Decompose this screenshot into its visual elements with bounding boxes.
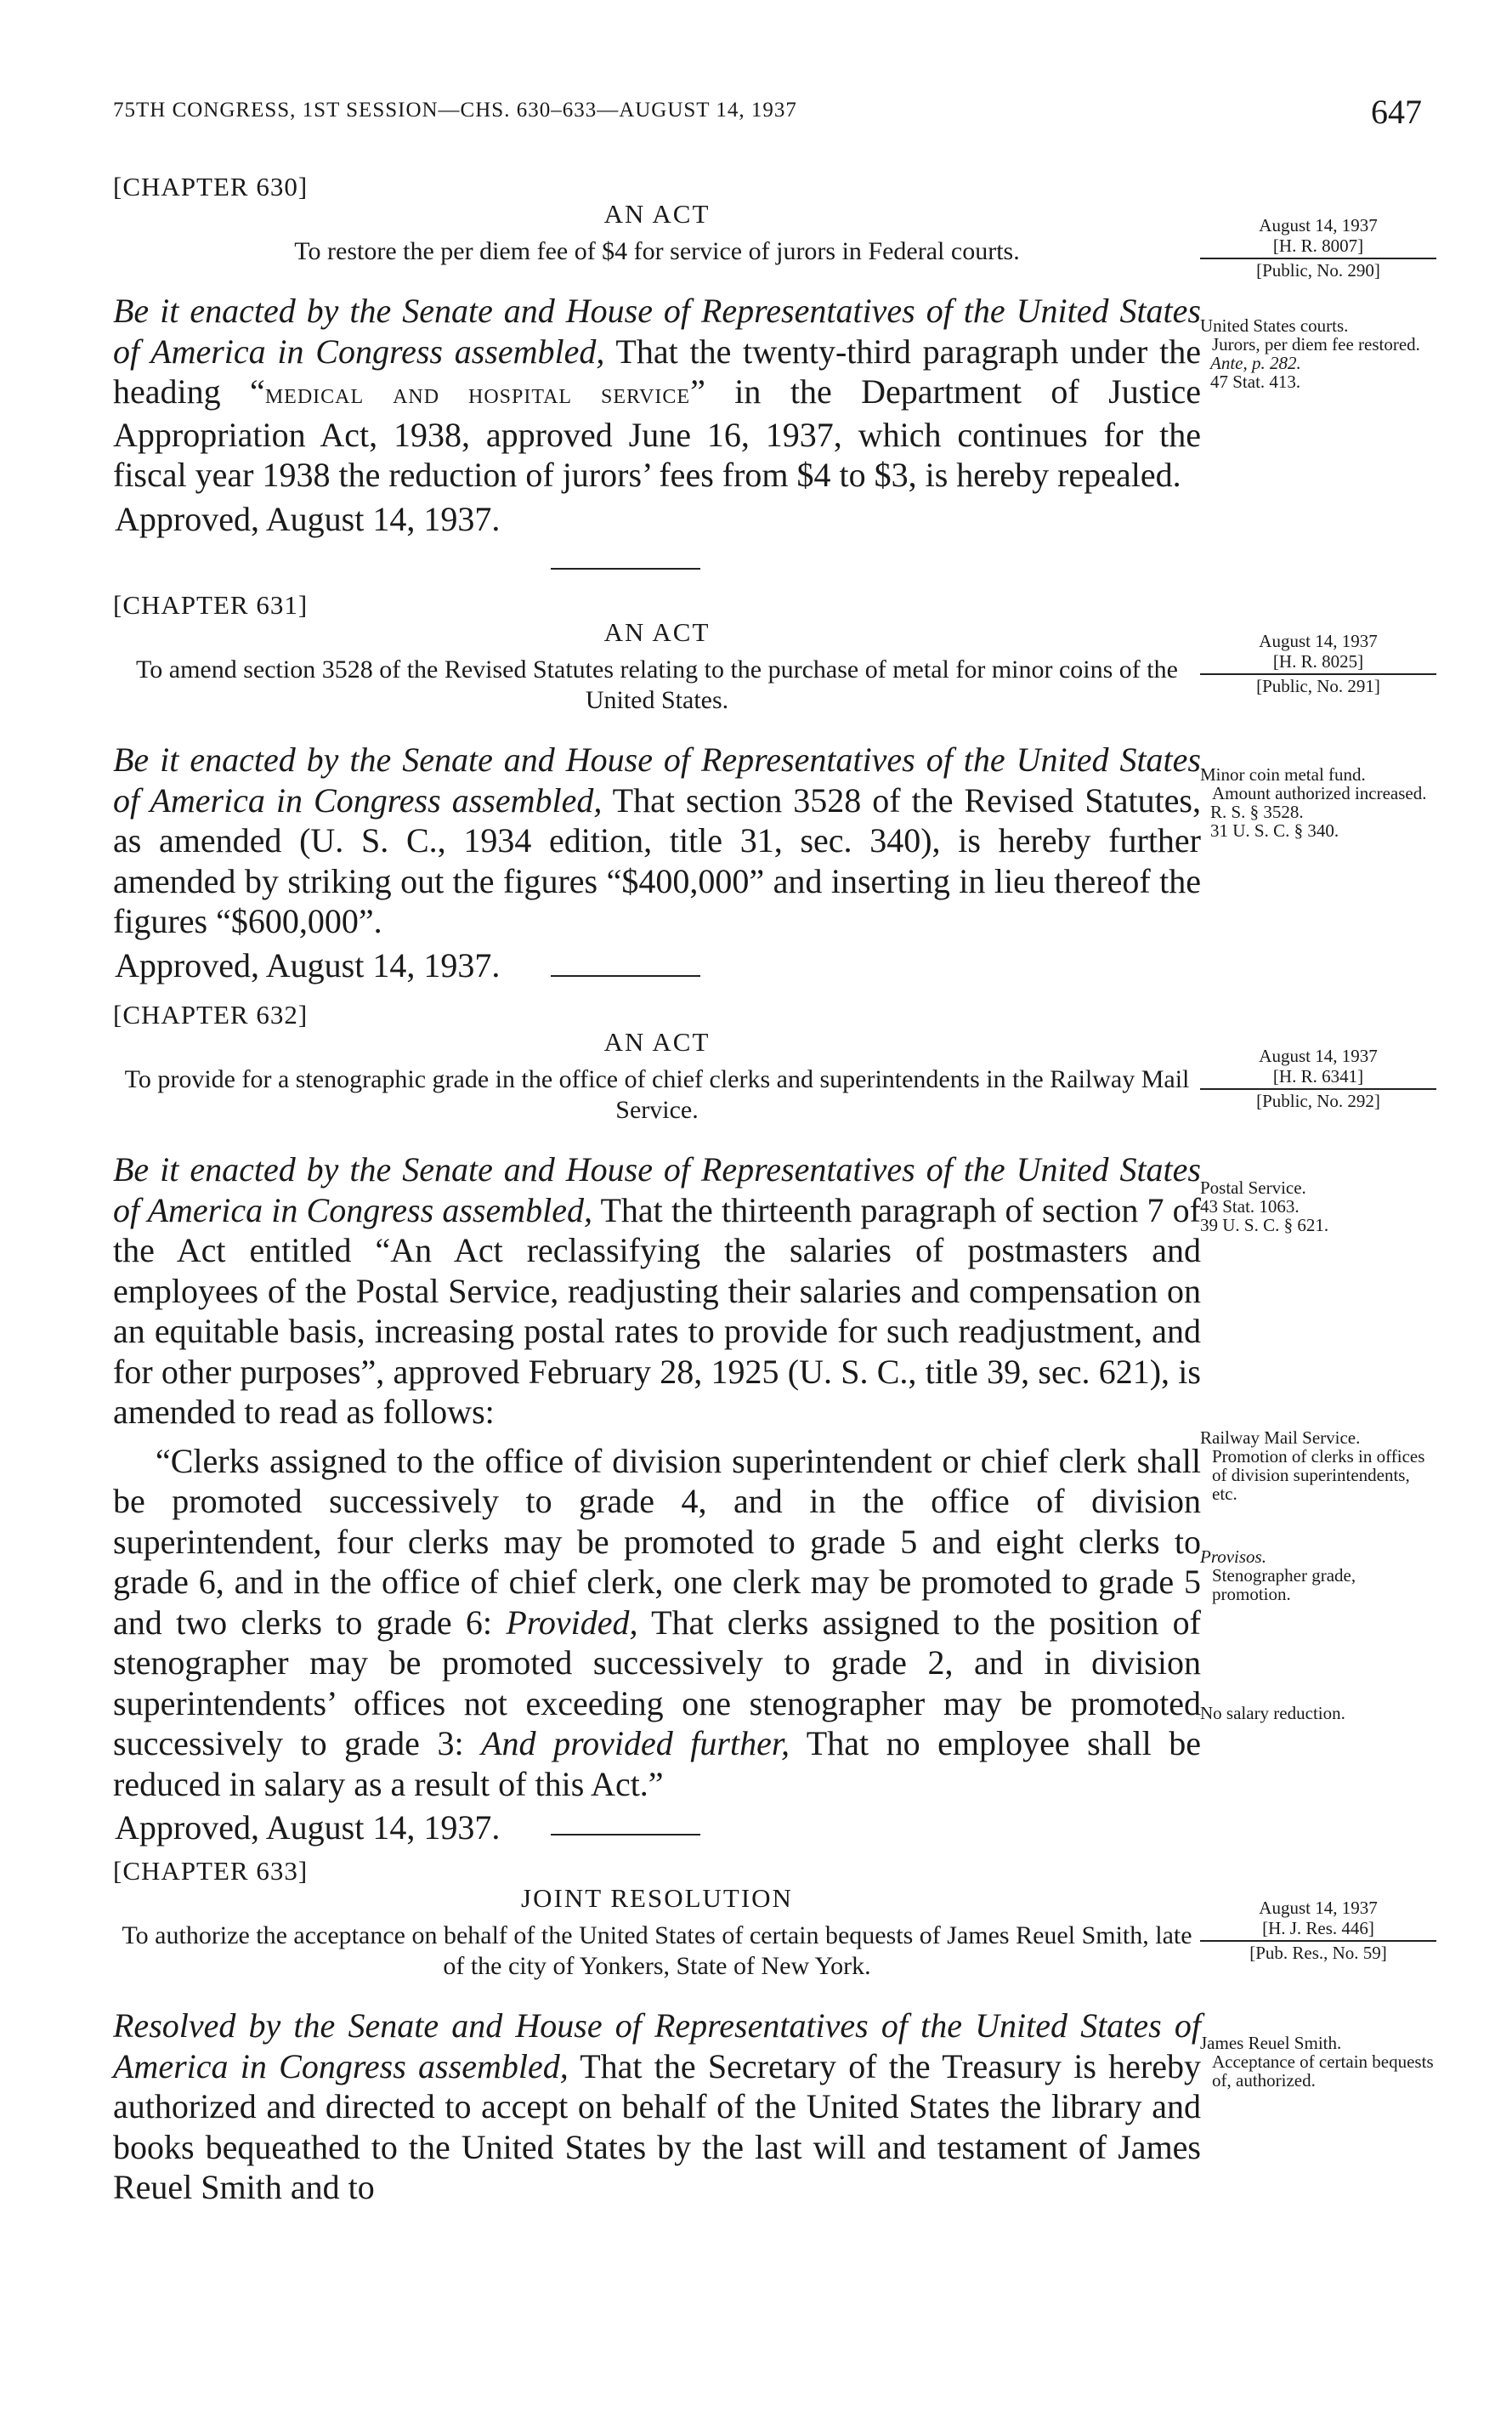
side-note: 39 U. S. C. § 621.	[1200, 1215, 1329, 1235]
side-note: Promotion of clerks in offices of division superintendents, etc.	[1212, 1446, 1425, 1504]
side-note: Acceptance of certain bequests of, authorized.	[1212, 2051, 1434, 2091]
side-note: 47 Stat. 413.	[1210, 372, 1301, 392]
chapter-630	[113, 172, 1201, 540]
approval-line: Approved, August 14, 1937.	[115, 1808, 501, 1847]
side-note: James Reuel Smith.	[1200, 2033, 1342, 2053]
margin-public-number: [Public, No. 290]	[1256, 260, 1380, 281]
body-text-part: That the Secretary of the Treasury is hereby authorized and directed to accept on behalf of the United States the library and books bequeathed to the United States by the last will and testament of James Reuel Smith and to	[113, 2046, 1201, 2206]
resolving-clause: Resolved by the Senate and House of Representatives of the United States of America in Congress assembled,	[113, 2006, 1201, 2085]
margin-citation-631	[1200, 631, 1436, 697]
margin-public-number: [Public, No. 292]	[1256, 1091, 1380, 1111]
margin-bill-number: [H. R. 6341]	[1200, 1066, 1436, 1090]
act-purpose: To provide for a stenographic grade in the office of chief clerks and superintendents in the Railway Mail Service.	[124, 1065, 1190, 1124]
chapter-label: [CHAPTER 632]	[113, 1000, 309, 1030]
body-text-part: That section 3528 of the Revised Statutes, as amended (U. S. C., 1934 edition, title 31, sec. 340), is hereby further amended by striking out the figures “$400,000” and inserting in lieu thereof the figures “$600,000”.	[113, 780, 1201, 940]
side-notes-633	[1200, 2034, 1436, 2090]
act-title: AN ACT	[603, 1027, 711, 1057]
margin-date: August 14, 1937	[1259, 215, 1378, 235]
heading-term: medical and hospital service	[264, 378, 691, 410]
margin-bill-number: [H. J. Res. 446]	[1200, 1918, 1436, 1942]
side-note: 31 U. S. C. § 340.	[1210, 820, 1339, 841]
side-note: 43 Stat. 1063.	[1200, 1196, 1300, 1217]
act-title: AN ACT	[603, 617, 711, 647]
body-text-part: ” in the Department of Justice Appropriation Act, 1938, approved June 16, 1937, which continues for the fiscal year 1938 the reduction of jurors’ fees from $4 to $3, is hereby repealed.	[113, 372, 1202, 494]
act-title: JOINT RESOLUTION	[521, 1883, 793, 1913]
side-note: Provisos.	[1200, 1546, 1266, 1567]
margin-citation-632	[1200, 1046, 1436, 1112]
side-notes-632-d	[1200, 1704, 1436, 1722]
chapter-632	[113, 1000, 1201, 1848]
act-body	[113, 291, 1201, 496]
act-title: AN ACT	[603, 199, 711, 229]
resolution-body	[113, 2006, 1201, 2208]
side-note: United States courts.	[1200, 315, 1349, 336]
side-notes-631	[1200, 765, 1436, 840]
side-note: Minor coin metal fund.	[1200, 764, 1366, 785]
quote-text-part: That clerks assigned to the position of stenographer may be promoted successively to grade 2, and in division superintendents’ offices not exceeding one stenographer may be promoted successively to grade 3:	[113, 1603, 1201, 1762]
chapter-label: [CHAPTER 631]	[113, 590, 309, 620]
proviso-marker: Provided,	[506, 1603, 638, 1642]
chapter-label: [CHAPTER 630]	[113, 172, 309, 201]
act-purpose: To authorize the acceptance on behalf of the United States of certain bequests of James Reuel Smith, late of the city of Yonkers, State of New York.	[122, 1921, 1192, 1980]
margin-public-number: [Public, No. 291]	[1256, 676, 1380, 696]
side-note: Railway Mail Service.	[1200, 1427, 1361, 1448]
act-purpose: To amend section 3528 of the Revised Statutes relating to the purchase of metal for minor coins of the United States.	[136, 655, 1178, 714]
body-text-part: That the thirteenth paragraph of section 7 of the Act entitled “An Act reclassifying the salaries of postmasters and employees of the Postal Service, readjusting their salaries and compensation on an equitable basis, increasing postal rates to provide for such readjustment, and for other purposes”, approved February 28, 1925 (U. S. C., title 39, sec. 621), is amended to read as follows:	[113, 1190, 1201, 1431]
margin-citation-633	[1200, 1898, 1436, 1964]
enacting-clause: Be it enacted by the Senate and House of Representatives of the United States of America in Congress assembled,	[113, 1150, 1201, 1229]
section-divider	[551, 975, 700, 977]
chapter-label: [CHAPTER 633]	[113, 1856, 309, 1886]
act-body	[113, 740, 1201, 942]
margin-date: August 14, 1937	[1259, 1898, 1378, 1918]
side-notes-632-a	[1200, 1178, 1436, 1234]
chapter-631	[113, 590, 1201, 986]
approval-line: Approved, August 14, 1937.	[115, 945, 501, 984]
page-header	[113, 92, 1422, 143]
side-note: Stenographer grade, promotion.	[1212, 1565, 1356, 1604]
quote-text-part: “Clerks assigned to the office of division superintendent or chief clerk shall be promoted successively to grade 4, and in the office of division superintendent, four clerks may be promoted to grade 5 and eight clerks to grade 6, and in the office of chief clerk, one clerk may be promoted to grade 5 and two clerks to grade 6:	[113, 1441, 1201, 1642]
chapter-633	[113, 1856, 1201, 2208]
side-note: No salary reduction.	[1200, 1703, 1345, 1723]
side-notes-632-b	[1200, 1428, 1436, 1503]
side-notes-632-c	[1200, 1547, 1436, 1603]
body-text-part: That the twenty-third paragraph under the heading “	[113, 332, 1201, 411]
quote-text-part: That no employee shall be reduced in salary as a result of this Act.”	[113, 1724, 1201, 1803]
margin-citation-630	[1200, 215, 1436, 281]
enacting-clause: Be it enacted by the Senate and House of Representatives of the United States of America in Congress assembled,	[113, 292, 1201, 371]
side-note: R. S. § 3528.	[1210, 802, 1304, 822]
side-notes-630	[1200, 316, 1436, 391]
enacting-clause: Be it enacted by the Senate and House of Representatives of the United States of America in Congress assembled,	[113, 740, 1201, 820]
margin-bill-number: [H. R. 8025]	[1200, 651, 1436, 675]
section-divider	[551, 568, 700, 570]
act-body	[113, 1149, 1201, 1433]
running-head: 75TH CONGRESS, 1ST SESSION—CHS. 630–633—AUGUST 14, 1937	[113, 99, 797, 122]
side-note: Ante, p. 282.	[1210, 353, 1301, 373]
section-divider	[551, 1834, 700, 1835]
page-number: 647	[1371, 93, 1422, 131]
margin-bill-number: [H. R. 8007]	[1200, 235, 1436, 259]
side-note: Postal Service.	[1200, 1177, 1306, 1198]
act-purpose: To restore the per diem fee of $4 for service of jurors in Federal courts.	[294, 237, 1020, 265]
margin-public-number: [Pub. Res., No. 59]	[1249, 1943, 1387, 1963]
approval-line: Approved, August 14, 1937.	[115, 499, 501, 538]
margin-date: August 14, 1937	[1259, 631, 1378, 651]
side-note: Jurors, per diem fee restored.	[1212, 334, 1420, 355]
side-note: Amount authorized increased.	[1212, 783, 1427, 803]
quoted-amendment	[113, 1441, 1201, 1805]
margin-date: August 14, 1937	[1259, 1046, 1378, 1066]
proviso-marker: And provided further,	[481, 1724, 790, 1762]
